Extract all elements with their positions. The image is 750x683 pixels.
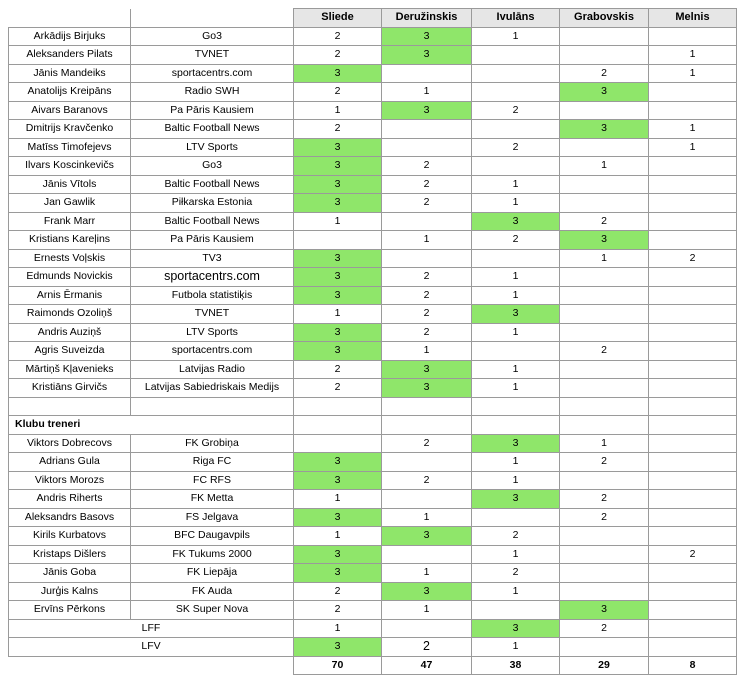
score-cell: 1	[294, 527, 382, 546]
table-row	[9, 342, 737, 361]
voter-name: Frank Marr	[9, 212, 131, 231]
empty-cell	[560, 416, 649, 435]
voter-organization: LTV Sports	[131, 323, 294, 342]
score-cell: 1	[472, 638, 560, 657]
score-cell	[560, 175, 649, 194]
empty-cell	[9, 397, 131, 416]
score-cell: 2	[294, 120, 382, 139]
table-row	[9, 379, 737, 398]
score-cell: 2	[560, 508, 649, 527]
empty-cell	[649, 416, 737, 435]
score-cell: 3	[472, 212, 560, 231]
score-cell: 3	[294, 64, 382, 83]
score-cell: 1	[472, 323, 560, 342]
voter-name: Jānis Mandeiks	[9, 64, 131, 83]
score-cell: 2	[560, 490, 649, 509]
score-cell	[649, 101, 737, 120]
score-cell: 2	[472, 527, 560, 546]
score-cell	[382, 545, 472, 564]
score-cell: 3	[382, 360, 472, 379]
score-cell: 1	[472, 286, 560, 305]
score-cell: 3	[294, 138, 382, 157]
section-label: Klubu treneri	[9, 416, 294, 435]
voter-organization: Baltic Football News	[131, 212, 294, 231]
score-cell: 3	[294, 249, 382, 268]
table-row	[9, 120, 737, 139]
voter-organization: FK Grobiņa	[131, 434, 294, 453]
score-cell	[649, 83, 737, 102]
totals-blank	[9, 656, 294, 675]
voter-name: Jānis Vītols	[9, 175, 131, 194]
score-cell: 2	[472, 564, 560, 583]
score-cell	[560, 527, 649, 546]
voter-organization: TVNET	[131, 305, 294, 324]
score-cell: 2	[294, 379, 382, 398]
score-cell: 1	[294, 490, 382, 509]
empty-cell	[382, 416, 472, 435]
score-cell: 1	[472, 471, 560, 490]
voter-organization: Baltic Football News	[131, 175, 294, 194]
voter-name: Matīss Timofejevs	[9, 138, 131, 157]
voter-organization: FK Auda	[131, 582, 294, 601]
score-cell	[649, 212, 737, 231]
table-row	[9, 231, 737, 250]
score-cell: 3	[294, 564, 382, 583]
voter-name: Anatolijs Kreipāns	[9, 83, 131, 102]
score-cell: 1	[382, 601, 472, 620]
score-cell: 1	[472, 360, 560, 379]
score-cell	[649, 194, 737, 213]
score-cell: 2	[649, 249, 737, 268]
voter-name: Viktors Morozs	[9, 471, 131, 490]
score-cell: 1	[472, 194, 560, 213]
voter-name: Arkādijs Birjuks	[9, 27, 131, 46]
score-cell	[649, 305, 737, 324]
score-cell	[294, 231, 382, 250]
score-cell: 3	[294, 175, 382, 194]
score-cell: 3	[560, 231, 649, 250]
empty-cell	[560, 397, 649, 416]
federation-label: LFF	[9, 619, 294, 638]
voter-name: Jan Gawlik	[9, 194, 131, 213]
score-cell	[382, 619, 472, 638]
column-header: Deružinskis	[382, 9, 472, 28]
voter-name: Edmunds Novickis	[9, 268, 131, 287]
score-cell: 3	[294, 453, 382, 472]
voter-organization: sportacentrs.com	[131, 64, 294, 83]
score-cell	[472, 249, 560, 268]
score-cell	[382, 138, 472, 157]
score-cell: 2	[382, 175, 472, 194]
score-cell: 1	[472, 545, 560, 564]
score-cell: 3	[382, 379, 472, 398]
empty-row	[9, 397, 737, 416]
score-cell: 2	[382, 305, 472, 324]
score-cell	[560, 471, 649, 490]
score-cell	[649, 471, 737, 490]
score-cell: 3	[560, 83, 649, 102]
voter-name: Kristians Kareļins	[9, 231, 131, 250]
empty-cell	[294, 397, 382, 416]
score-cell	[382, 490, 472, 509]
score-cell: 3	[560, 120, 649, 139]
score-cell: 1	[294, 305, 382, 324]
table-row	[9, 471, 737, 490]
score-cell: 3	[294, 286, 382, 305]
voter-name: Ervīns Pērkons	[9, 601, 131, 620]
table-row	[9, 453, 737, 472]
score-cell	[649, 268, 737, 287]
federation-row	[9, 638, 737, 657]
score-cell	[649, 453, 737, 472]
empty-cell	[472, 416, 560, 435]
score-cell: 1	[382, 508, 472, 527]
score-cell	[560, 323, 649, 342]
score-cell: 2	[294, 601, 382, 620]
score-cell	[472, 508, 560, 527]
score-cell	[649, 360, 737, 379]
score-cell: 1	[649, 120, 737, 139]
score-cell: 1	[649, 46, 737, 65]
voter-name: Ernests Voļskis	[9, 249, 131, 268]
voter-name: Viktors Dobrecovs	[9, 434, 131, 453]
score-cell: 3	[294, 342, 382, 361]
table-row	[9, 582, 737, 601]
header-blank	[131, 9, 294, 28]
table-row	[9, 249, 737, 268]
voter-name: Kristaps Dišlers	[9, 545, 131, 564]
table-row	[9, 64, 737, 83]
score-cell: 1	[294, 101, 382, 120]
totals-row	[9, 656, 737, 675]
score-cell	[472, 64, 560, 83]
score-cell	[382, 212, 472, 231]
table-row	[9, 601, 737, 620]
score-cell	[649, 323, 737, 342]
score-cell: 3	[294, 545, 382, 564]
score-cell	[649, 508, 737, 527]
score-cell: 2	[472, 101, 560, 120]
score-cell: 2	[382, 157, 472, 176]
voter-name: Kristiāns Girvičs	[9, 379, 131, 398]
score-cell	[649, 27, 737, 46]
voter-name: Arnis Ērmanis	[9, 286, 131, 305]
score-cell	[560, 268, 649, 287]
score-cell: 1	[294, 619, 382, 638]
score-cell: 2	[382, 194, 472, 213]
score-cell: 2	[294, 582, 382, 601]
score-cell	[649, 286, 737, 305]
score-cell	[649, 527, 737, 546]
table-row	[9, 286, 737, 305]
score-cell	[560, 286, 649, 305]
score-cell	[472, 46, 560, 65]
score-cell: 2	[649, 545, 737, 564]
voter-name: Aleksandrs Basovs	[9, 508, 131, 527]
score-cell: 1	[472, 453, 560, 472]
score-cell	[649, 619, 737, 638]
score-cell: 3	[294, 268, 382, 287]
score-cell	[560, 101, 649, 120]
score-cell: 2	[560, 342, 649, 361]
voter-organization: Go3	[131, 157, 294, 176]
total-cell: 38	[472, 656, 560, 675]
score-cell: 3	[382, 101, 472, 120]
voter-organization: sportacentrs.com	[131, 268, 294, 287]
score-cell	[382, 249, 472, 268]
voter-organization: Latvijas Sabiedriskais Medijs	[131, 379, 294, 398]
score-cell: 2	[560, 212, 649, 231]
score-cell	[649, 434, 737, 453]
voter-organization: Latvijas Radio	[131, 360, 294, 379]
empty-cell	[382, 397, 472, 416]
table-row	[9, 545, 737, 564]
voter-organization: Go3	[131, 27, 294, 46]
score-cell: 2	[382, 434, 472, 453]
score-cell: 1	[649, 138, 737, 157]
score-cell	[649, 582, 737, 601]
table-row	[9, 527, 737, 546]
table-row	[9, 157, 737, 176]
score-cell: 2	[560, 619, 649, 638]
score-cell	[649, 231, 737, 250]
score-cell	[649, 342, 737, 361]
table-row	[9, 101, 737, 120]
empty-cell	[131, 397, 294, 416]
total-cell: 47	[382, 656, 472, 675]
score-cell: 2	[294, 360, 382, 379]
score-cell: 2	[294, 46, 382, 65]
score-cell	[560, 564, 649, 583]
score-cell	[560, 46, 649, 65]
score-cell: 2	[382, 638, 472, 657]
score-cell: 3	[472, 305, 560, 324]
score-cell: 2	[382, 471, 472, 490]
score-cell: 1	[382, 564, 472, 583]
table-row	[9, 360, 737, 379]
score-cell: 3	[382, 582, 472, 601]
score-cell: 1	[472, 582, 560, 601]
voter-organization: LTV Sports	[131, 138, 294, 157]
score-cell: 1	[382, 342, 472, 361]
table-row	[9, 194, 737, 213]
score-cell	[560, 138, 649, 157]
score-cell	[560, 638, 649, 657]
score-cell	[472, 342, 560, 361]
section-row	[9, 416, 737, 435]
voter-name: Aleksanders Pilats	[9, 46, 131, 65]
score-cell	[649, 157, 737, 176]
empty-cell	[649, 397, 737, 416]
score-cell: 1	[472, 268, 560, 287]
score-cell: 1	[472, 27, 560, 46]
voter-organization: Pa Pāris Kausiem	[131, 101, 294, 120]
score-cell	[560, 379, 649, 398]
voter-organization: TVNET	[131, 46, 294, 65]
score-cell: 3	[382, 27, 472, 46]
score-cell: 3	[382, 46, 472, 65]
total-cell: 70	[294, 656, 382, 675]
score-cell	[294, 434, 382, 453]
table-row	[9, 83, 737, 102]
header-blank	[9, 9, 131, 28]
score-cell	[560, 582, 649, 601]
score-cell	[560, 194, 649, 213]
voter-organization: FK Metta	[131, 490, 294, 509]
score-cell	[560, 305, 649, 324]
empty-cell	[294, 416, 382, 435]
voter-name: Raimonds Ozoliņš	[9, 305, 131, 324]
voter-organization: SK Super Nova	[131, 601, 294, 620]
score-cell	[472, 83, 560, 102]
voter-organization: TV3	[131, 249, 294, 268]
score-cell: 3	[472, 434, 560, 453]
score-cell: 3	[560, 601, 649, 620]
voter-name: Adrians Gula	[9, 453, 131, 472]
score-cell	[382, 64, 472, 83]
voter-name: Andris Auziņš	[9, 323, 131, 342]
voter-name: Ilvars Koscinkevičs	[9, 157, 131, 176]
score-cell: 3	[294, 508, 382, 527]
voter-organization: sportacentrs.com	[131, 342, 294, 361]
voter-organization: Riga FC	[131, 453, 294, 472]
score-cell: 1	[382, 231, 472, 250]
total-cell: 8	[649, 656, 737, 675]
score-cell: 3	[294, 471, 382, 490]
voter-organization: FS Jelgava	[131, 508, 294, 527]
score-cell: 2	[382, 286, 472, 305]
table-row	[9, 434, 737, 453]
score-cell: 2	[294, 27, 382, 46]
voter-organization: Pa Pāris Kausiem	[131, 231, 294, 250]
score-cell: 2	[382, 323, 472, 342]
voter-organization: Piłkarska Estonia	[131, 194, 294, 213]
score-cell: 1	[560, 157, 649, 176]
federation-label: LFV	[9, 638, 294, 657]
total-cell: 29	[560, 656, 649, 675]
voter-organization: BFC Daugavpils	[131, 527, 294, 546]
voter-organization: Baltic Football News	[131, 120, 294, 139]
score-cell: 2	[382, 268, 472, 287]
voter-organization: FC RFS	[131, 471, 294, 490]
votes-table	[8, 8, 737, 675]
voter-name: Aivars Baranovs	[9, 101, 131, 120]
score-cell: 3	[294, 194, 382, 213]
score-cell: 2	[472, 138, 560, 157]
score-cell: 1	[560, 249, 649, 268]
score-cell: 1	[382, 83, 472, 102]
table-row	[9, 175, 737, 194]
column-header: Ivulāns	[472, 9, 560, 28]
voter-organization: FK Liepāja	[131, 564, 294, 583]
header-row	[9, 9, 737, 28]
score-cell	[649, 175, 737, 194]
voter-name: Andris Riherts	[9, 490, 131, 509]
table-row	[9, 212, 737, 231]
score-cell: 1	[472, 379, 560, 398]
score-cell	[472, 601, 560, 620]
score-cell	[382, 120, 472, 139]
column-header: Sliede	[294, 9, 382, 28]
score-cell	[560, 27, 649, 46]
voter-name: Jurģis Kalns	[9, 582, 131, 601]
score-cell	[560, 545, 649, 564]
score-cell: 2	[472, 231, 560, 250]
voter-name: Agris Suveizda	[9, 342, 131, 361]
table-row	[9, 323, 737, 342]
score-cell	[649, 564, 737, 583]
score-cell	[472, 120, 560, 139]
table-row	[9, 268, 737, 287]
score-cell: 3	[472, 490, 560, 509]
voter-organization: Radio SWH	[131, 83, 294, 102]
voter-name: Jānis Goba	[9, 564, 131, 583]
voter-name: Mārtiņš Kļavenieks	[9, 360, 131, 379]
voter-name: Kirils Kurbatovs	[9, 527, 131, 546]
score-cell: 3	[472, 619, 560, 638]
score-cell	[649, 379, 737, 398]
score-cell: 2	[560, 64, 649, 83]
score-cell	[472, 157, 560, 176]
score-cell: 3	[294, 323, 382, 342]
score-cell	[382, 453, 472, 472]
federation-row	[9, 619, 737, 638]
table-row	[9, 490, 737, 509]
score-cell: 3	[294, 157, 382, 176]
score-cell: 1	[560, 434, 649, 453]
table-row	[9, 27, 737, 46]
score-cell	[560, 360, 649, 379]
column-header: Melnis	[649, 9, 737, 28]
score-cell: 3	[294, 638, 382, 657]
table-row	[9, 138, 737, 157]
voter-name: Dmitrijs Kravčenko	[9, 120, 131, 139]
score-cell	[649, 638, 737, 657]
table-row	[9, 564, 737, 583]
score-cell: 2	[294, 83, 382, 102]
voter-organization: Futbola statistiķis	[131, 286, 294, 305]
table-row	[9, 508, 737, 527]
score-cell	[649, 490, 737, 509]
score-cell: 2	[560, 453, 649, 472]
voter-organization: FK Tukums 2000	[131, 545, 294, 564]
table-row	[9, 305, 737, 324]
score-cell: 1	[649, 64, 737, 83]
score-cell	[649, 601, 737, 620]
score-cell: 1	[294, 212, 382, 231]
empty-cell	[472, 397, 560, 416]
column-header: Grabovskis	[560, 9, 649, 28]
score-cell: 1	[472, 175, 560, 194]
score-cell: 3	[382, 527, 472, 546]
table-row	[9, 46, 737, 65]
